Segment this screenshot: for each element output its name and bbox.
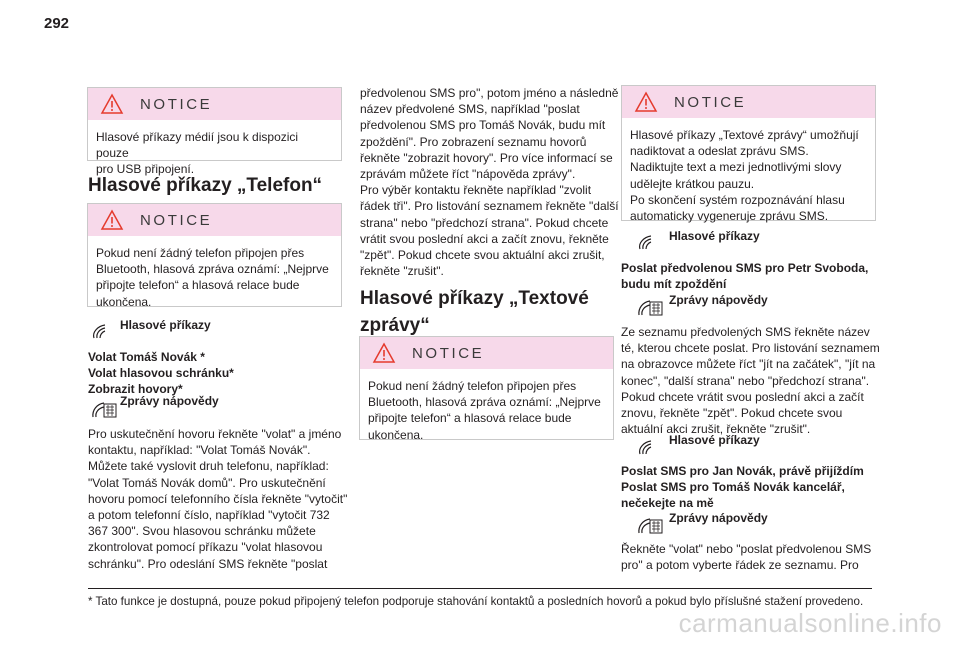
notice-header <box>88 204 341 236</box>
sms-help-text-send: Řekněte "volat" nebo "poslat předvolenou SMS pro" a potom vyberte řádek ze seznamu. Pro <box>621 542 872 573</box>
voice-commands-label: Hlasové příkazy <box>669 433 760 447</box>
sms-help-text-preset: Ze seznamu předvolených SMS řekněte název té, kterou chcete poslat. Pro listování seznamem na obrazovce můžete říct "jít na začátek", "jít na konec", "další strana" nebo "předchozí strana". Pokud chcete vrátit svou poslední akci a začít znovu, řekněte "zpět". Pokud chcete svou aktuální akci zrušit, řekněte "zrušit". <box>621 325 880 437</box>
notice-title: NOTICE <box>674 94 747 111</box>
sms-command-preset: Poslat předvolenou SMS pro Petr Svoboda, budu mít zpoždění <box>621 261 869 292</box>
help-messages-label: Zprávy nápovědy <box>669 293 768 307</box>
voice-command-icon <box>636 434 664 456</box>
footnote-divider <box>88 588 872 589</box>
help-messages-label: Zprávy nápovědy <box>120 394 219 408</box>
notice-title: NOTICE <box>140 212 213 229</box>
notice-box-sms <box>359 336 614 440</box>
notice-header <box>360 337 613 369</box>
notice-box-phone <box>87 203 342 307</box>
notice-box-sms-dictation <box>621 85 876 224</box>
phone-help-text: Pro uskutečnění hovoru řekněte "volat" a jméno kontaktu, například: "Volat Tomáš Novák". Můžete také vyslovit druh telefonu, například: "Volat Tomáš Novák domů". Pro uskutečnění hovoru pomocí telefonního čísla řekněte "vytočit" a potom telefonní číslo, například "vytočit 732 367 300". Svou hlasovou schránku můžete zkontrolovat pomocí příkazu "volat hlasovou schránku". Pro odeslání SMS řekněte "poslat <box>88 427 348 571</box>
voice-command-icon <box>636 229 664 251</box>
phone-commands: Volat Tomáš Novák * Volat hlasovou schránku* Zobrazit hovory* <box>88 350 234 397</box>
warning-icon <box>372 342 396 364</box>
warning-icon <box>100 93 124 115</box>
voice-commands-label: Hlasové příkazy <box>120 318 211 332</box>
help-message-icon <box>90 396 118 418</box>
footnote: * Tato funkce je dostupná, pouze pokud připojený telefon podporuje stahování kontaktů a posledních hovorů a pokud bylo příslušné stažení provedeno. <box>88 595 864 608</box>
notice-text: Hlasové příkazy „Textové zprávy“ umožňují nadiktovat a odeslat zprávu SMS. Nadiktujte text a mezi jednotlivými slovy udělejte krátkou pauzu. Po skončení systém rozpoznávání hlasu automaticky vygeneruje zprávu SMS. <box>630 128 859 224</box>
notice-text: Pokud není žádný telefon připojen přes Bluetooth, hlasová zpráva oznámí: „Nejprve připojte telefon“ a hlasová relace bude ukončena. <box>368 379 601 442</box>
notice-box-media <box>87 87 342 177</box>
sms-command-send: Poslat SMS pro Jan Novák, právě přijíždím Poslat SMS pro Tomáš Novák kancelář, nečekejte na mě <box>621 464 864 511</box>
notice-header <box>622 86 875 118</box>
section-heading-phone: Hlasové příkazy „Telefon“ <box>88 175 323 196</box>
notice-header <box>88 88 341 120</box>
notice-text: Hlasové příkazy médií jsou k dispozici pouze pro USB připojení. <box>96 130 299 177</box>
warning-icon <box>634 91 658 113</box>
voice-commands-label: Hlasové příkazy <box>669 229 760 243</box>
phone-help-text-continued: předvolenou SMS pro", potom jméno a následně název předvolené SMS, například "poslat předvolenou SMS pro Tomáš Novák, budu mít zpoždění". Pro zobrazení seznamu hovorů řekněte "zobrazit hovory". Pro více informací se zprávám můžete říct "nápověda zprávy". Pro výběr kontaktu řekněte například "zvolit řádek tři". Pro listování seznamem řekněte "další strana" nebo "předchozí strana". Pokud chcete vrátit svou poslední akci a začít znovu, řekněte "zpět". Pokud chcete svou aktuální akci zrušit, řekněte "zrušit". <box>360 86 619 279</box>
section-heading-text-messages: Hlasové příkazy „Textové zprávy“ <box>360 288 589 336</box>
help-message-icon <box>636 512 664 534</box>
notice-title: NOTICE <box>412 345 485 362</box>
help-messages-label: Zprávy nápovědy <box>669 511 768 525</box>
notice-title: NOTICE <box>140 96 213 113</box>
voice-command-icon <box>90 318 118 340</box>
help-message-icon <box>636 294 664 316</box>
page-number: 292 <box>44 15 70 32</box>
warning-icon <box>100 209 124 231</box>
watermark: carmanualsonline.info <box>678 608 942 638</box>
notice-text: Pokud není žádný telefon připojen přes Bluetooth, hlasová zpráva oznámí: „Nejprve připojte telefon“ a hlasová relace bude ukončena. <box>96 246 329 309</box>
